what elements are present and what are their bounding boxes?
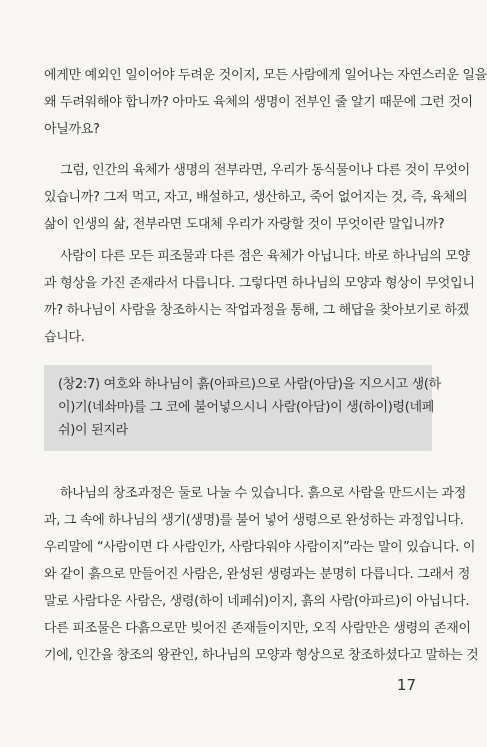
text-line: 말로 사람다운 사람은, 생령(하이 네페쉬)이지, 흙의 사람(아파르)이 아닙니다. — [44, 594, 470, 609]
paragraph-3 — [44, 243, 475, 351]
text-line: 과, 그 속에 하나님의 생기(생명)를 불어 넣어 생령으로 완성하는 과정입니다. — [44, 513, 464, 528]
quote-line: 이)기(네솨마)를 그 코에 불어넣으시니 사람(아담)이 생(하이)령(네페 — [58, 400, 435, 415]
text-line: 에게만 예외인 일이어야 두려운 것이지, 모든 사람에게 일어나는 자연스러운 일을 — [44, 68, 487, 83]
text-line: 과 형상을 가진 존재라서 다릅니다. 그렇다면 하나님의 모양과 형상이 무엇입니 — [44, 276, 475, 291]
text-line: 있습니까? 그저 먹고, 자고, 배설하고, 생산하고, 죽어 없어지는 것, 즉, 육체의 — [44, 190, 468, 205]
text-line: 사람이 다른 모든 피조물과 다른 점은 육체가 아닙니다. 바로 하나님의 모양 — [60, 249, 470, 264]
text-line: 와 같이 흙으로 만들어진 사람은, 완성된 생령과는 분명히 다릅니다. 그래서 정 — [44, 567, 470, 582]
scripture-quote-box — [44, 365, 441, 451]
page-number: 17 — [396, 676, 416, 694]
paragraph-2 — [44, 157, 470, 238]
quote-line: (창2:7) 여호와 하나님이 흙(아파르)으로 사람(아담)을 지으시고 생(하 — [58, 377, 441, 392]
paragraph-1 — [44, 62, 487, 143]
quote-line: 쉬)이 된지라 — [58, 423, 128, 438]
text-line: 왜 두려워해야 합니까? 아마도 육체의 생명이 전부인 줄 알기 때문에 그런 것이 — [44, 95, 473, 110]
text-line: 우리말에 “사람이면 다 사람인가, 사람다워야 사람이지”라는 말이 있습니다. 이 — [44, 540, 476, 555]
text-line: 다른 피조물은 다흙으로만 빚어진 존재들이지만, 오직 사람만은 생령의 존재이 — [44, 621, 471, 636]
text-line: 그럼, 인간의 육체가 생명의 전부라면, 우리가 동식물이나 다른 것이 무엇이 — [60, 163, 470, 178]
text-line: 아닐까요? — [44, 122, 100, 137]
paragraph-4 — [44, 480, 479, 669]
text-line: 기에, 인간을 창조의 왕관인, 하나님의 모양과 형상으로 창조하셨다고 말하는 것 — [44, 648, 479, 663]
text-line: 하나님의 창조과정은 둘로 나눌 수 있습니다. 흙으로 사람을 만드시는 과정 — [60, 486, 467, 501]
text-line: 습니다. — [44, 330, 85, 345]
text-line: 까? 하나님이 사람을 창조하시는 작업과정을 통해, 그 해답을 찾아보기로 하겠 — [44, 303, 469, 318]
text-line: 삶이 인생의 삶, 전부라면 도대체 우리가 자랑할 것이 무엇이란 말입니까? — [44, 217, 445, 232]
